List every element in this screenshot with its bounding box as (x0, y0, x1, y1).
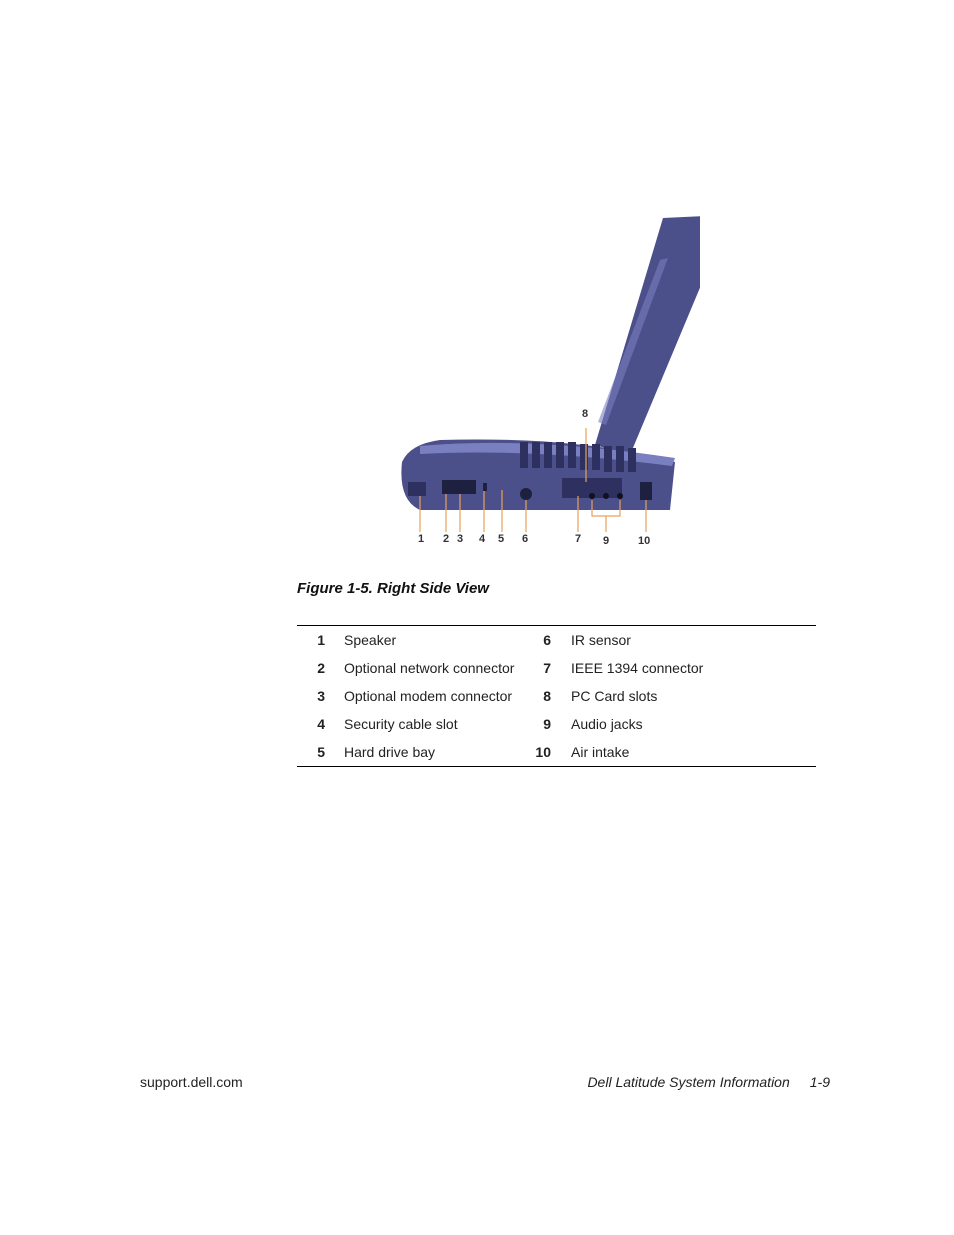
legend-number: 7 (543, 660, 551, 676)
speaker-grille (408, 482, 426, 496)
callout-10: 10 (638, 535, 651, 547)
network-port (442, 480, 464, 494)
legend-label: Audio jacks (571, 716, 643, 732)
callout-5: 5 (498, 533, 505, 545)
laptop-lid (595, 215, 700, 455)
callout-4: 4 (479, 533, 486, 545)
legend-row (297, 654, 816, 682)
legend-number: 5 (317, 744, 325, 760)
air-intake (640, 482, 652, 500)
legend-number: 8 (543, 688, 551, 704)
audio-jack-3 (617, 493, 623, 499)
legend-number: 6 (543, 632, 551, 648)
callout-7: 7 (575, 533, 582, 545)
legend-row (297, 738, 816, 767)
figure-caption: Figure 1-5. Right Side View (297, 580, 489, 597)
legend-label: Optional modem connector (344, 688, 513, 704)
laptop-right-side-figure (380, 200, 700, 560)
laptop-illustration (380, 200, 700, 560)
legend-label: PC Card slots (571, 688, 658, 704)
legend-row (297, 626, 816, 655)
legend-label: Security cable slot (344, 716, 458, 732)
legend-row (297, 682, 816, 710)
modem-port (464, 480, 476, 494)
legend-number: 1 (317, 632, 325, 648)
callout-8: 8 (582, 408, 589, 420)
callout-3: 3 (457, 533, 464, 545)
callout-2: 2 (443, 533, 450, 545)
security-slot (483, 483, 487, 491)
legend-number: 4 (317, 716, 325, 732)
callout-1: 1 (418, 533, 425, 545)
callout-6: 6 (522, 533, 529, 545)
legend-label: Air intake (571, 744, 630, 760)
legend-label: IEEE 1394 connector (571, 660, 704, 676)
legend-number: 10 (535, 744, 551, 760)
legend-number: 2 (317, 660, 325, 676)
legend-label: Speaker (344, 632, 397, 648)
footer-title: Dell Latitude System Information (587, 1074, 790, 1090)
audio-jack-1 (589, 493, 595, 499)
legend-number: 9 (543, 716, 551, 732)
callout-9: 9 (603, 535, 610, 547)
page-number: 1-9 (809, 1074, 830, 1090)
ir-sensor (520, 488, 532, 500)
legend-table (297, 625, 816, 767)
footer-site-link[interactable]: support.dell.com (140, 1074, 243, 1090)
footer-running-title (587, 1074, 830, 1090)
legend-label: IR sensor (571, 632, 631, 648)
legend-number: 3 (317, 688, 325, 704)
audio-jack-2 (603, 493, 609, 499)
legend-label: Optional network connector (344, 660, 515, 676)
legend-row (297, 710, 816, 738)
legend-label: Hard drive bay (344, 744, 436, 760)
